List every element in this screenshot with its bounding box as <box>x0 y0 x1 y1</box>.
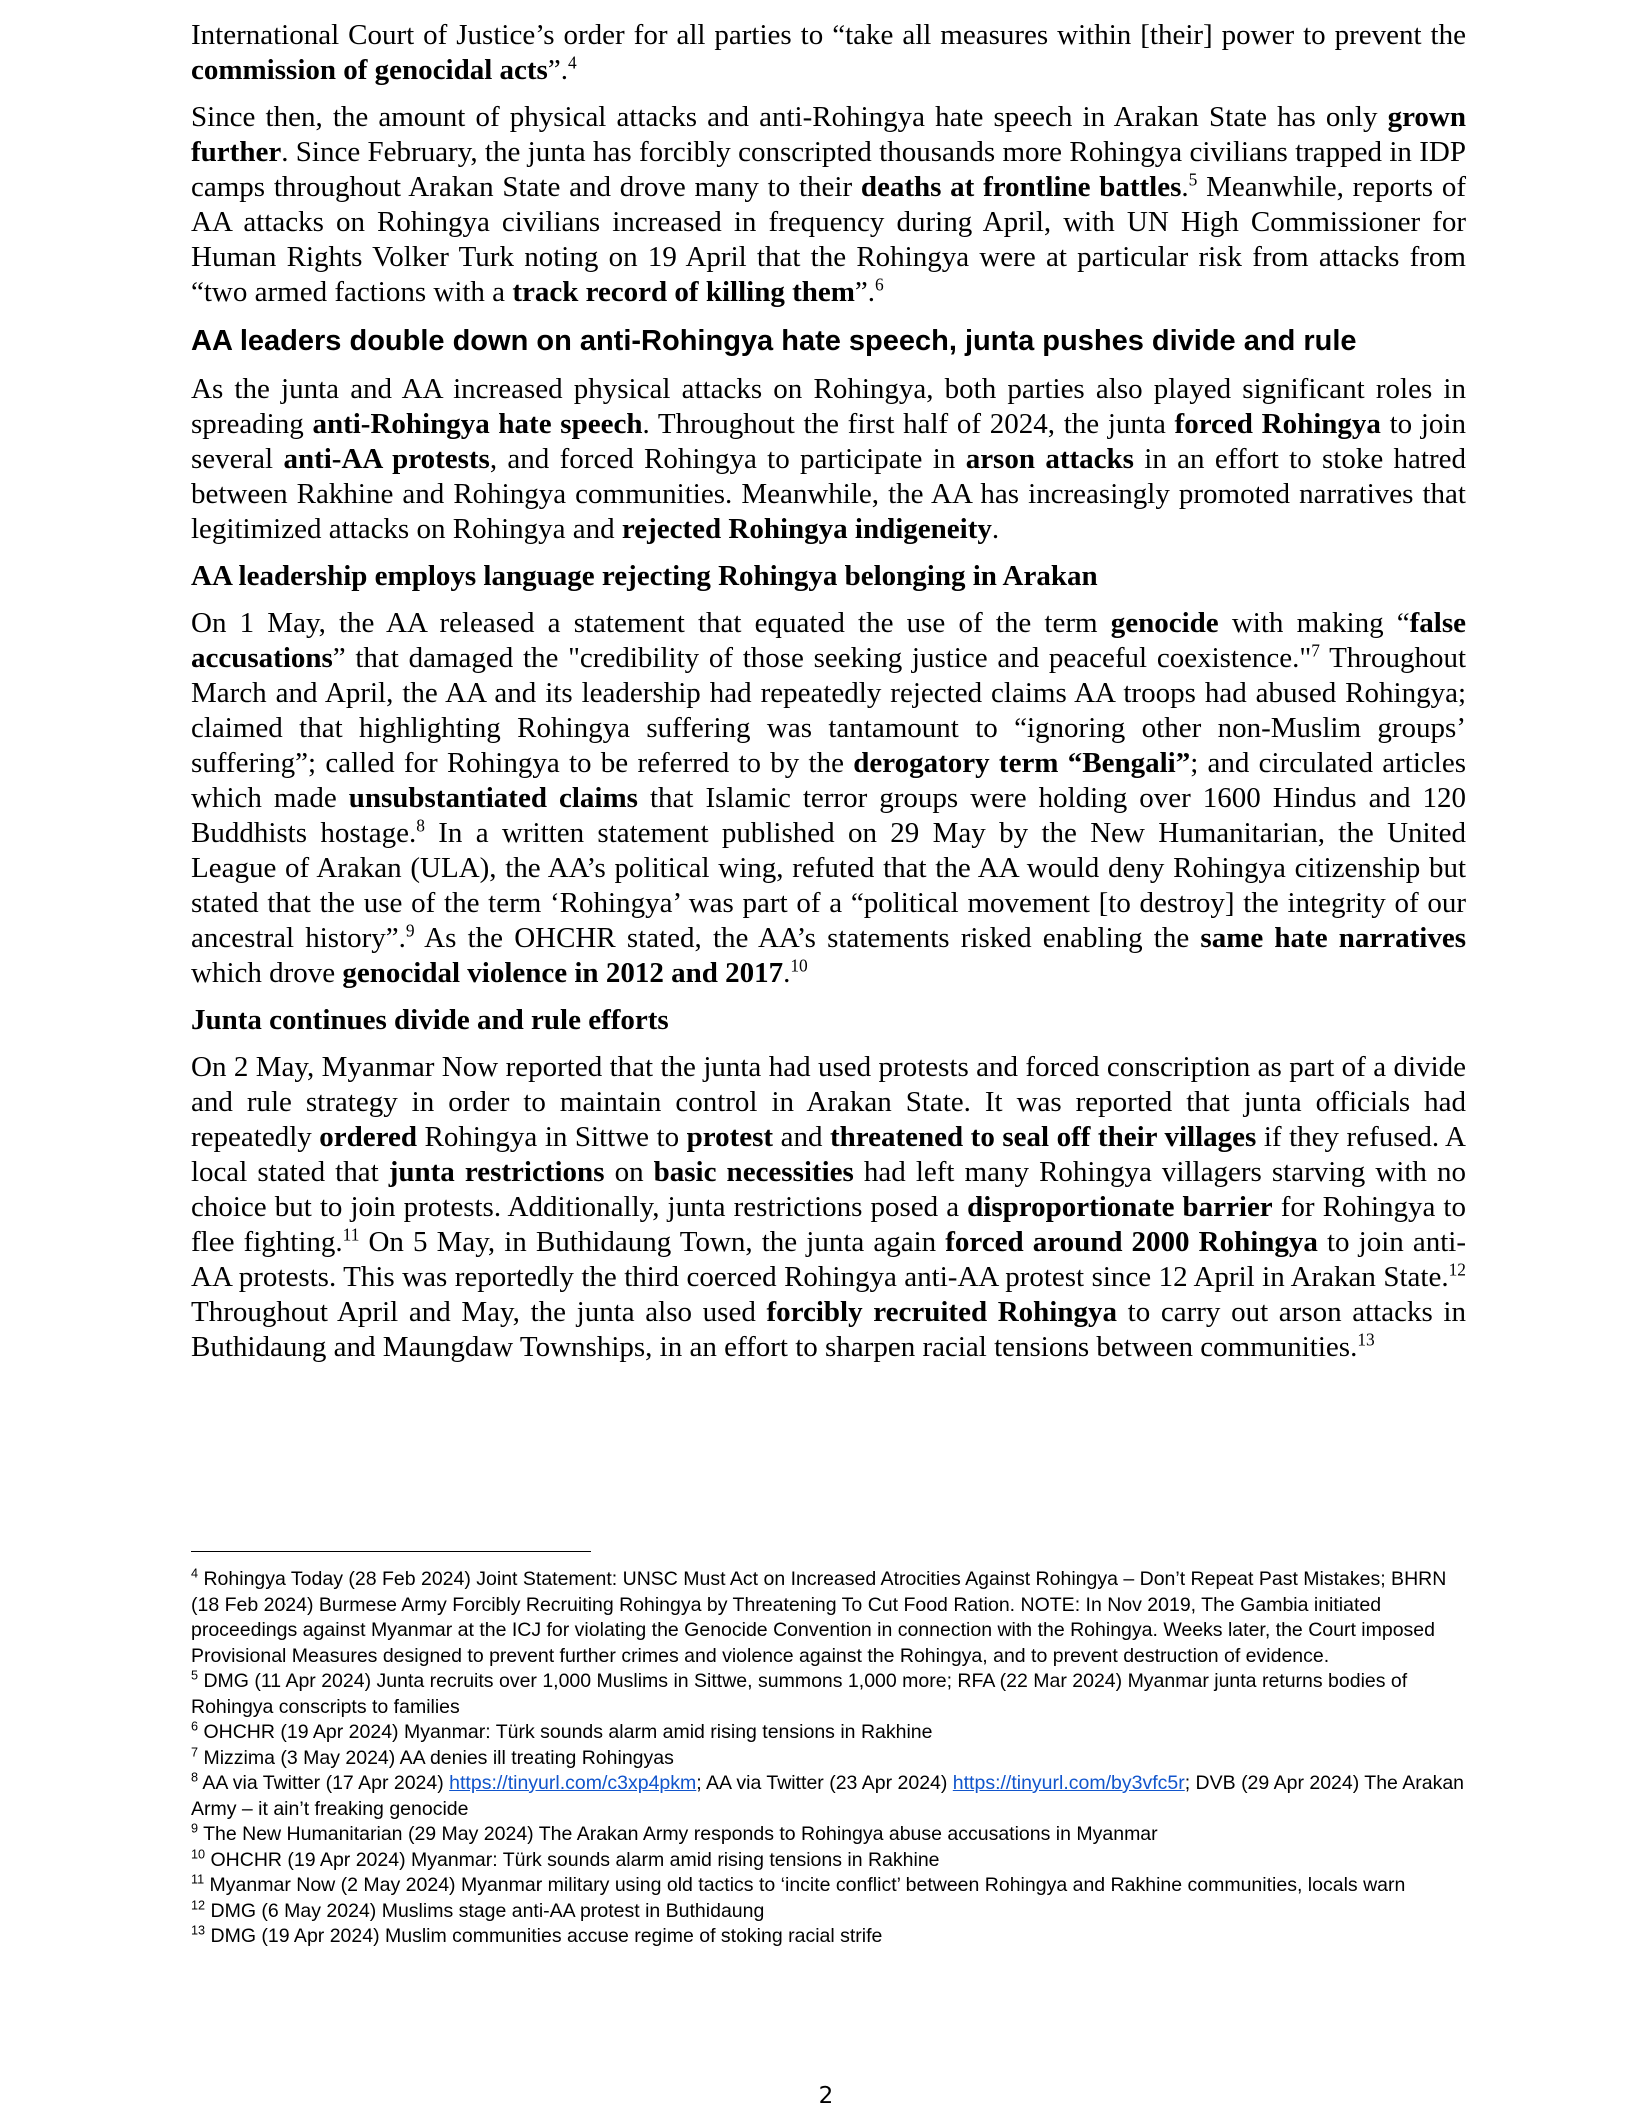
text: On 1 May, the AA released a statement that equated the use of the term <box>191 607 1111 639</box>
text: Meanwhile, reports of AA attacks on Rohingya civilians increased in frequency during April, with UN High Commissioner for Human Rights Volker Turk noting on 19 April that the Rohingya were at particular risk from attacks from “two armed factions with a <box>191 171 1466 308</box>
footnote-ref[interactable]: 12 <box>1448 1259 1466 1280</box>
text: As the junta and AA increased physical attacks on Rohingya, both parties also played significant roles in spreading <box>191 373 1466 440</box>
text: on <box>604 1156 654 1188</box>
text: . Since February, the junta has forcibly conscripted thousands more Rohingya civilians trapped in IDP camps throughout Arakan State and drove many to their <box>191 136 1466 203</box>
footnote-number: 9 <box>191 1821 199 1836</box>
footnote-text: DMG (19 Apr 2024) Muslim communities accuse regime of stoking racial strife <box>205 1925 883 1947</box>
text: . <box>991 513 1000 545</box>
bold-text: anti-Rohingya hate speech <box>312 408 643 440</box>
page-number: 2 <box>818 2083 834 2109</box>
bold-text: junta restrictions <box>388 1156 605 1188</box>
footnote-text: ; DVB (29 Apr 2024) The Arakan Army – it ain’t freaking genocide <box>191 1772 1465 1820</box>
bold-text: commission of genocidal acts <box>191 54 548 86</box>
tinyurl-link[interactable]: https://tinyurl.com/c3xp4pkm <box>449 1772 697 1794</box>
bold-text: genocidal violence in 2012 and 2017 <box>342 957 784 989</box>
footnote-text: Myanmar Now (2 May 2024) Myanmar military using old tactics to ‘incite conflict’ between Rohingya and Rakhine communities, locals warn <box>204 1874 1406 1896</box>
text: Since then, the amount of physical attacks and anti-Rohingya hate speech in Arakan State has only <box>191 101 1388 133</box>
bold-text: grown further <box>191 101 1466 168</box>
footnote-text: Mizzima (3 May 2024) AA denies ill treating Rohingyas <box>198 1746 674 1769</box>
footnote-text: DMG (6 May 2024) Muslims stage anti-AA protest in Buthidaung <box>205 1899 765 1922</box>
text: . <box>1181 171 1189 203</box>
footnote-number: 5 <box>191 1668 199 1683</box>
text: International Court of Justice’s order for all parties to “take all measures within [their] power to prevent the <box>191 19 1466 51</box>
text: . <box>783 957 791 989</box>
footnote-number: 8 <box>191 1770 199 1785</box>
text: to carry out arson attacks in Buthidaung and Maungdaw Townships, in an effort to sharpen racial tensions between communities. <box>191 1296 1466 1363</box>
footnote-number: 4 <box>191 1566 199 1581</box>
bold-text: threatened to seal off their villages <box>830 1121 1257 1153</box>
text: to join anti-AA protests. This was reportedly the third coerced Rohingya anti-AA protest since 12 April in Arakan State. <box>191 1226 1466 1293</box>
footnote-ref[interactable]: 9 <box>405 920 415 941</box>
text: , and forced Rohingya to participate in <box>489 443 966 475</box>
bold-text: track record of killing them <box>512 276 855 308</box>
text: that Islamic terror groups were holding over 1600 Hindus and 120 Buddhists hostage. <box>191 782 1466 849</box>
bold-text: rejected Rohingya indigeneity <box>621 513 992 545</box>
text: had left many Rohingya villagers starving with no choice but to join protests. Additionally, junta restrictions posed a <box>191 1156 1466 1223</box>
footnote-ref[interactable]: 4 <box>567 52 577 73</box>
tinyurl-link[interactable]: https://tinyurl.com/by3vfc5r <box>952 1772 1185 1794</box>
bold-text: forced Rohingya <box>1174 408 1381 440</box>
paragraph <box>191 18 1466 88</box>
footnote-text: AA via Twitter (17 Apr 2024) <box>198 1772 450 1794</box>
text: Rohingya in Sittwe to <box>417 1121 687 1153</box>
bold-text: derogatory term “Bengali” <box>853 747 1191 779</box>
footnote-text: OHCHR (19 Apr 2024) Myanmar: Türk sounds alarm amid rising tensions in Rakhine <box>198 1721 933 1743</box>
subsection-heading: AA leadership employs language rejecting Rohingya belonging in Arakan <box>191 560 1098 592</box>
bold-text: same hate narratives <box>1200 922 1466 954</box>
footnote-ref[interactable]: 8 <box>416 815 425 836</box>
text: ”. <box>547 54 568 86</box>
bold-text: ordered <box>319 1121 418 1153</box>
text: On 2 May, Myanmar Now reported that the junta had used protests and forced conscription as part of a divide and rule strategy in order to maintain control in Arakan State. It was reported that junta officials had repeatedly <box>191 1051 1466 1153</box>
footnote-ref[interactable]: 5 <box>1188 169 1198 190</box>
text: if they refused. A local stated that <box>191 1121 1467 1188</box>
paragraph <box>191 372 1466 547</box>
footnotes <box>191 1567 1466 1950</box>
text: On 5 May, in Buthidaung Town, the junta again <box>359 1226 946 1258</box>
text: ”. <box>854 276 876 308</box>
footnote <box>191 1567 1466 1669</box>
bold-text: genocide <box>1110 607 1219 639</box>
footnote-text: OHCHR (19 Apr 2024) Myanmar: Türk sounds alarm amid rising tensions in Rakhine <box>205 1848 940 1871</box>
footnote-number: 13 <box>191 1923 206 1938</box>
text: Throughout March and April, the AA and its leadership had repeatedly rejected claims AA troops had abused Rohingya; claimed that highlighting Rohingya suffering was tantamount to “ignoring other non-Muslim groups’ suffering”; called for Rohingya to be referred to by the <box>191 642 1467 779</box>
footnote-number: 6 <box>191 1719 199 1734</box>
footnote <box>191 1822 1466 1848</box>
footnote <box>191 1848 1466 1874</box>
footnote-number: 7 <box>191 1745 199 1759</box>
footnote <box>191 1720 1466 1746</box>
text: ; and circulated articles which made <box>191 747 1466 814</box>
footnote-ref[interactable]: 7 <box>1311 640 1320 661</box>
bold-text: anti-AA protests <box>283 443 490 475</box>
footnote-text: The New Humanitarian (29 May 2024) The Arakan Army responds to Rohingya abuse accusations in Myanmar <box>198 1823 1158 1845</box>
paragraph <box>191 100 1466 310</box>
bold-text: disproportionate barrier <box>967 1191 1273 1223</box>
text: in an effort to stoke hatred between Rakhine and Rohingya communities. Meanwhile, the AA has increasingly promoted narratives that legitimized attacks on Rohingya and <box>191 443 1467 545</box>
footnote <box>191 1899 1466 1925</box>
footnote-number: 11 <box>191 1872 205 1887</box>
bold-text: forced around 2000 Rohingya <box>945 1226 1318 1258</box>
text: Throughout April and May, the junta also used <box>191 1296 767 1328</box>
text: which drove <box>191 957 343 989</box>
text: and <box>773 1121 830 1153</box>
text: with making “ <box>1218 607 1410 639</box>
bold-text: arson attacks <box>965 443 1134 475</box>
text: As the OHCHR stated, the AA’s statements risked enabling the <box>414 922 1201 954</box>
footnote-ref[interactable]: 11 <box>342 1224 360 1245</box>
text: to join several <box>191 408 1466 475</box>
bold-text: false accusations <box>191 607 1466 674</box>
footnote-text: DMG (11 Apr 2024) Junta recruits over 1,000 Muslims in Sittwe, summons 1,000 more; RFA (22 Mar 2024) Myanmar junta returns bodies of Rohingya conscripts to families <box>191 1670 1408 1718</box>
bold-text: basic necessities <box>653 1156 854 1188</box>
footnote-text: Rohingya Today (28 Feb 2024) Joint Statement: UNSC Must Act on Increased Atrocities Against Rohingya – Don’t Repeat Past Mistakes; BHRN (18 Feb 2024) Burmese Army Forcibly Recruiting Rohingya by Threatening To Cut Food Ration. NOTE: In Nov 2019, The Gambia initiated proceedings against Myanmar at the ICJ for violating the Genocide Convention in connection with the Rohingya. Weeks later, the Court imposed Provisional Measures designed to prevent further crimes and violence against the Rohingya, and to prevent destruction of evidence. <box>191 1568 1447 1667</box>
paragraph <box>191 606 1466 991</box>
text: for Rohingya to flee fighting. <box>191 1191 1466 1258</box>
text: In a written statement published on 29 May by the New Humanitarian, the United League of Arakan (ULA), the AA’s political wing, refuted that the AA would deny Rohingya citizenship but stated that the use of the term ‘Rohingya’ was part of a “political movement [to destroy] the integrity of our ancestral history”. <box>191 817 1466 954</box>
footnote-ref[interactable]: 10 <box>790 955 808 976</box>
text: ” that damaged the "credibility of those seeking justice and peaceful coexistence." <box>332 642 1312 674</box>
main-text <box>191 18 1466 1377</box>
footnote <box>191 1669 1466 1720</box>
footnote-ref[interactable]: 6 <box>875 274 884 295</box>
footnote-text: ; AA via Twitter (23 Apr 2024) <box>696 1772 953 1794</box>
footnote <box>191 1771 1466 1822</box>
footnote-separator <box>191 1551 591 1552</box>
text: . Throughout the first half of 2024, the junta <box>642 408 1175 440</box>
bold-text: protest <box>686 1121 774 1153</box>
bold-text: forcibly recruited Rohingya <box>766 1296 1117 1328</box>
bold-text: unsubstantiated claims <box>348 782 638 814</box>
paragraph <box>191 1050 1466 1365</box>
footnote-number: 12 <box>191 1898 206 1912</box>
footnote <box>191 1924 1466 1950</box>
footnote <box>191 1873 1466 1899</box>
footnote-number: 10 <box>191 1847 206 1861</box>
footnote <box>191 1746 1466 1772</box>
subsection-heading: Junta continues divide and rule efforts <box>191 1004 669 1036</box>
section-heading: AA leaders double down on anti-Rohingya hate speech, junta pushes divide and rule <box>191 325 1357 357</box>
footnote-ref[interactable]: 13 <box>1357 1329 1375 1350</box>
bold-text: deaths at frontline battles <box>860 171 1182 203</box>
